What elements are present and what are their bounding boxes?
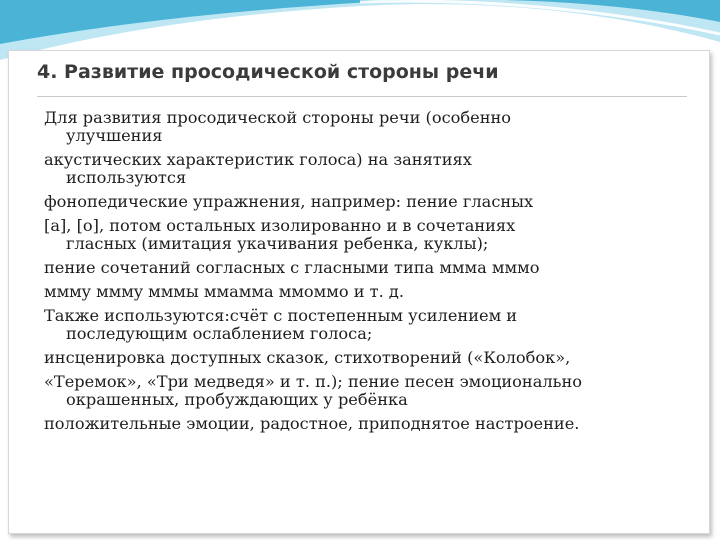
body-paragraph	[44, 283, 694, 301]
paragraph-line: улучшения	[66, 126, 163, 145]
paragraph-line: акустических характеристик голоса) на занятиях	[44, 150, 472, 169]
title-divider	[37, 96, 687, 97]
paragraph-line: окрашенных, пробуждающих у ребёнка	[66, 390, 408, 409]
body-paragraph	[44, 259, 694, 277]
body-paragraph	[44, 109, 694, 145]
paragraph-line: используются	[66, 168, 187, 187]
paragraph-line: Также используются:счёт с постепенным усилением и	[44, 306, 518, 325]
paragraph-line: «Теремок», «Три медведя» и т. п.); пение песен эмоционально	[44, 372, 582, 391]
paragraph-line: гласных (имитация укачивания ребенка, куклы);	[66, 234, 489, 253]
paragraph-line: фонопедические упражнения, например: пение гласных	[44, 192, 534, 211]
paragraph-line: положительные эмоции, радостное, приподнятое настроение.	[44, 414, 580, 433]
body-paragraph	[44, 151, 694, 187]
body-paragraph	[44, 373, 694, 409]
slide-title: 4. Развитие просодической стороны речи	[37, 61, 499, 83]
paragraph-line: инсценировка доступных сказок, стихотворений («Колобок»,	[44, 348, 571, 367]
paragraph-line: пение сочетаний согласных с гласными типа ммма мммо	[44, 258, 540, 277]
slide-card	[8, 50, 710, 534]
body-paragraph	[44, 193, 694, 211]
paragraph-line: Для развития просодической стороны речи (особенно	[44, 108, 512, 127]
paragraph-line: последующим ослаблением голоса;	[66, 324, 373, 343]
body-paragraph	[44, 415, 694, 433]
body-paragraph	[44, 349, 694, 367]
paragraph-line: [а], [о], потом остальных изолированно и в сочетаниях	[44, 216, 516, 235]
paragraph-line: мммy мммy мммы ммамма ммоммо и т. д.	[44, 282, 405, 301]
body-paragraph	[44, 217, 694, 253]
slide-body	[44, 109, 694, 439]
body-paragraph	[44, 307, 694, 343]
